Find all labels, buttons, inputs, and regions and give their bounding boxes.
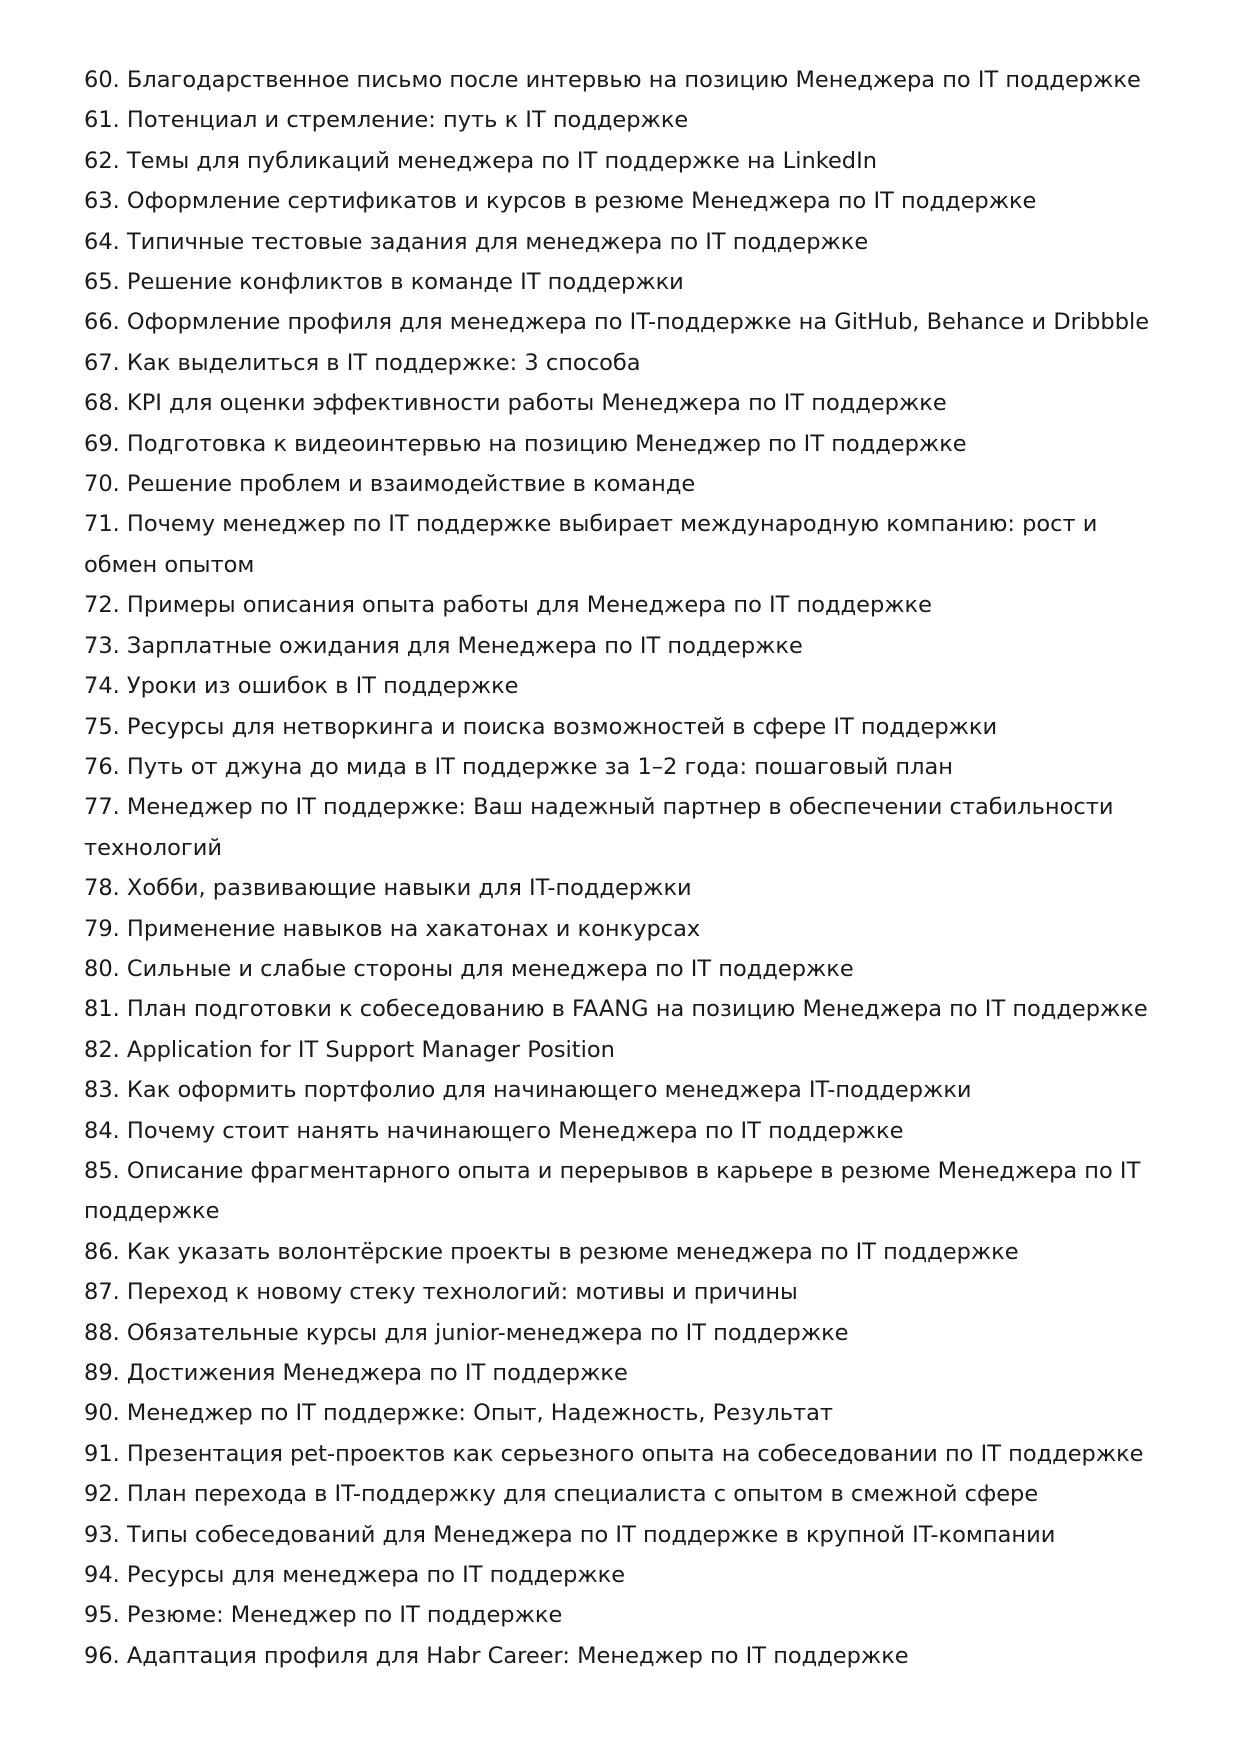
- list-item: 64. Типичные тестовые задания для менеджера по IT поддержке: [84, 228, 869, 255]
- list-item: 66. Оформление профиля для менеджера по IT-поддержке на GitHub, Behance и Dribbble: [84, 309, 1150, 336]
- list-item: 63. Оформление сертификатов и курсов в резюме Менеджера по IT поддержке: [84, 188, 1037, 215]
- list-item: 67. Как выделиться в IT поддержке: 3 способа: [84, 349, 641, 376]
- list-item: 69. Подготовка к видеоинтервью на позицию Менеджер по IT поддержке: [84, 430, 967, 457]
- list-item: 79. Применение навыков на хакатонах и конкурсах: [84, 915, 701, 942]
- list-item: 80. Сильные и слабые стороны для менеджера по IT поддержке: [84, 955, 854, 982]
- list-item: 65. Решение конфликтов в команде IT поддержки: [84, 269, 684, 296]
- list-item: 82. Application for IT Support Manager Position: [84, 1036, 615, 1063]
- document-page: [84, 60, 1164, 1676]
- list-item: 60. Благодарственное письмо после интервью на позицию Менеджера по IT поддержке: [84, 67, 1141, 93]
- list-item: 90. Менеджер по IT поддержке: Опыт, Надежность, Результат: [84, 1400, 833, 1427]
- list-item: 71. Почему менеджер по IT поддержке выбирает международную компанию: рост и обмен опытом: [84, 511, 1098, 578]
- list-item: 94. Ресурсы для менеджера по IT поддержке: [84, 1562, 626, 1589]
- list-item: 76. Путь от джуна до мида в IT поддержке за 1–2 года: пошаговый план: [84, 753, 954, 780]
- list-item: 87. Переход к новому стеку технологий: мотивы и причины: [84, 1279, 798, 1306]
- list-item: 89. Достижения Менеджера по IT поддержке: [84, 1360, 628, 1386]
- list-item: 81. План подготовки к собеседованию в FAANG на позицию Менеджера по IT поддержке: [84, 996, 1148, 1023]
- list-item: 77. Менеджер по IT поддержке: Ваш надежный партнер в обеспечении стабильности технологий: [84, 794, 1114, 861]
- list-item: 95. Резюме: Менеджер по IT поддержке: [84, 1602, 563, 1629]
- list-item: 96. Адаптация профиля для Habr Career: Менеджер по IT поддержке: [84, 1642, 909, 1669]
- list-item: 62. Темы для публикаций менеджера по IT поддержке на LinkedIn: [84, 147, 877, 174]
- list-item: 83. Как оформить портфолио для начинающего менеджера IT-поддержки: [84, 1077, 972, 1104]
- topic-list: [84, 60, 1164, 1676]
- list-item: 70. Решение проблем и взаимодействие в команде: [84, 471, 696, 498]
- list-item: 86. Как указать волонтёрские проекты в резюме менеджера по IT поддержке: [84, 1238, 1019, 1265]
- list-item: 74. Уроки из ошибок в IT поддержке: [84, 673, 519, 700]
- list-item: 72. Примеры описания опыта работы для Менеджера по IT поддержке: [84, 592, 932, 619]
- list-item: 84. Почему стоит нанять начинающего Менеджера по IT поддержке: [84, 1117, 904, 1144]
- list-item: 75. Ресурсы для нетворкинга и поиска возможностей в сфере IT поддержки: [84, 713, 998, 740]
- list-item: 68. KPI для оценки эффективности работы Менеджера по IT поддержке: [84, 390, 947, 417]
- list-item: 73. Зарплатные ожидания для Менеджера по IT поддержке: [84, 632, 803, 659]
- list-item: 91. Презентация pet-проектов как серьезного опыта на собеседовании по IT поддержке: [84, 1440, 1144, 1467]
- list-item: 92. План перехода в IT-поддержку для специалиста с опытом в смежной сфере: [84, 1481, 1039, 1508]
- list-item: 61. Потенциал и стремление: путь к IT поддержке: [84, 107, 689, 134]
- list-item: 78. Хобби, развивающие навыки для IT-поддержки: [84, 875, 692, 902]
- list-item: 88. Обязательные курсы для junior-менеджера по IT поддержке: [84, 1319, 849, 1346]
- list-item: 85. Описание фрагментарного опыта и перерывов в карьере в резюме Менеджера по IT поддержке: [84, 1157, 1141, 1225]
- list-item: 93. Типы собеседований для Менеджера по IT поддержке в крупной IT-компании: [84, 1521, 1056, 1548]
